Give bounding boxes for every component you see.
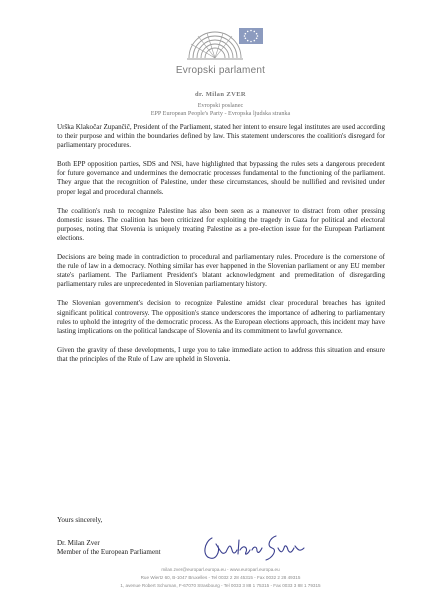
paragraph: The Slovenian government's decision to recognize Palestine amidst clear procedural breaches has ignited significant political controversy. The opposition's stance underscores the importance of adhering to parliamentary rules to uphold the integrity of the democratic process. As the European elections approach, this incident may have lasting implications on the political landscape of Slovenia and its commitment to lawful governance. [57, 299, 385, 335]
paragraph: Urška Klakočar Zupančič, President of the Parliament, stated her intent to ensure legal institutes are used according to their purpose and within the boundaries defined by law. This statement underscores the coalition's disregard for parliamentary procedures. [57, 123, 385, 150]
closing: Yours sincerely, [57, 516, 103, 524]
paragraph: Both EPP opposition parties, SDS and NSi, have highlighted that bypassing the rules sets a dangerous precedent for future governance and undermines the democratic processes fundamental to the functioning of the parliament. They argue that the recognition of Palestine, under these circumstances, should be nullified and revisited under proper legal and procedural channels. [57, 160, 385, 196]
letterhead [0, 0, 441, 84]
footer-strasbourg-address: 1, avenue Robert Schuman, F-67070 Strasbourg - Tel 0033 3 88 1 75315 - Fax 0033 3 88 1 79315 [120, 583, 321, 588]
european-parliament-logo-icon [185, 20, 265, 65]
paragraph: Decisions are being made in contradiction to procedural and parliamentary rules. Procedure is the cornerstone of the rule of law in a democracy. Nothing similar has ever happened in the Slovenian parliament or any EU member state's parliament. The Parliament President's blatant acknowledgment and premeditation of disregarding parliamentary rules are unprecedented in Slovenian parliamentary history. [57, 253, 385, 289]
footer-contact: milan.zver@europarl.europa.eu - www.europarl.europa.eu [161, 567, 280, 572]
signer-title: Member of the European Parliament [57, 548, 161, 556]
footer-brussels-address: Rue Wiertz 60, B-1047 Bruxelles - Tel 0032 2 28 45315 - Fax 0032 2 28 49315 [140, 575, 301, 580]
author-name: dr. Milan ZVER [194, 91, 247, 98]
institution-name: Evropski parlament [175, 65, 266, 76]
letter-body [57, 123, 385, 374]
paragraph: The coalition's rush to recognize Palestine has also been seen as a maneuver to distract from other pressing domestic issues. The coalition has been criticized for exploiting the tragedy in Gaza for political and electoral purposes, noting that Slovenia is uniquely treating Palestine as a pre-election issue for the European Parliament elections. [57, 206, 385, 242]
handwritten-signature [200, 530, 315, 565]
paragraph: Given the gravity of these developments, I urge you to take immediate action to address this situation and ensure that the principles of the Rule of Law are upheld in Slovenia. [57, 345, 385, 363]
author-party: EPP European People's Party - Evropska ljudska stranka [150, 110, 291, 117]
signer-name: Dr. Milan Zver [57, 539, 100, 547]
author-role: Evropski poslanec [197, 102, 244, 109]
